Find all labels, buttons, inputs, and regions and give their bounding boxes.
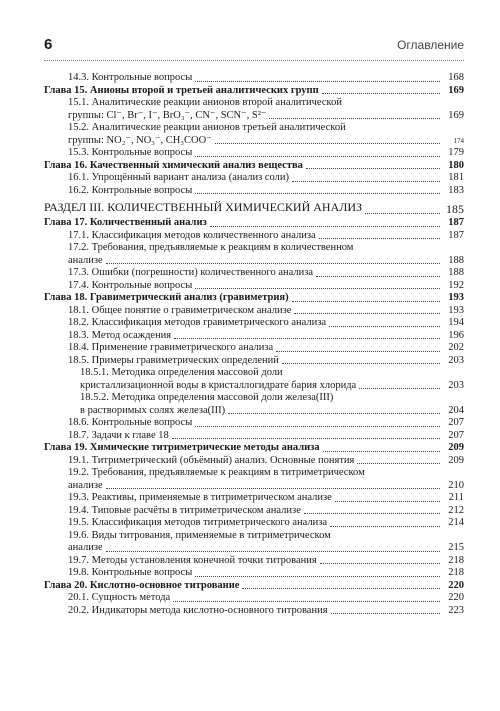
toc-entry-title: [68, 330, 430, 343]
toc-entry: [44, 230, 464, 243]
toc-page-number: 192: [448, 279, 464, 291]
toc-entry-title: [44, 160, 430, 173]
toc-page-number: 183: [448, 184, 464, 196]
toc-entry-line: 18.5.1. Методика определения массовой доли: [80, 367, 283, 378]
toc-page-number: 220: [448, 592, 464, 603]
toc-entry-title: [68, 567, 430, 580]
dot-leader: [210, 226, 440, 227]
dot-leader: [282, 363, 440, 364]
dot-leader: [322, 93, 440, 94]
dot-leader: [172, 438, 440, 439]
dot-leader: [106, 551, 440, 552]
toc-entry: [44, 430, 464, 443]
toc-entry-title: [68, 555, 430, 568]
toc-chapter-entry: [44, 217, 464, 230]
dot-leader: [195, 576, 440, 577]
toc-entry: [44, 97, 464, 122]
toc-entry-title: [68, 592, 430, 605]
toc-entry-line: 17.2. Требования, предъявляемые к реакциям в количественном: [68, 242, 354, 253]
toc-entry: [44, 330, 464, 343]
toc-entry-line: 15.3. Контрольные вопросы: [68, 147, 193, 158]
toc-entry-line: Глава 18. Гравиметрический анализ (гравиметрия): [44, 292, 289, 303]
dot-leader: [329, 326, 440, 327]
toc-page-number: 179: [448, 147, 464, 158]
toc-entry-title: [44, 85, 430, 98]
dot-leader: [195, 193, 440, 194]
toc-entry-line: анализе: [68, 479, 103, 491]
page-header: [44, 36, 464, 56]
dot-leader: [365, 213, 440, 214]
toc-entry: [44, 492, 464, 505]
dot-leader: [195, 156, 440, 157]
dot-leader: [330, 526, 440, 527]
dot-leader: [292, 301, 440, 302]
toc-entry-line: 18.1. Общее понятие о гравиметрическом анализе: [68, 304, 292, 316]
toc-page-number: 188: [448, 254, 464, 266]
dot-leader: [359, 388, 440, 389]
toc-entry: [44, 417, 464, 430]
toc-entry-line: Глава 20. Кислотно-основное титрование: [44, 579, 240, 591]
dot-leader: [106, 488, 440, 489]
dot-leader: [195, 288, 440, 289]
toc-entry-title: [68, 172, 430, 185]
toc-entry-title: [68, 492, 430, 505]
toc-entry-title: [68, 147, 430, 160]
dot-leader: [292, 181, 440, 182]
toc-entry-line: 20.2. Индикаторы метода кислотно-основного титрования: [68, 604, 328, 616]
dot-leader: [174, 338, 440, 339]
toc-page-number: 215: [448, 542, 464, 553]
toc-entry-line: кристаллизационной воды в кристаллогидрате бария хлорида: [80, 379, 357, 391]
toc-entry-title: [44, 217, 430, 230]
toc-entry-line: 15.2. Аналитические реакции анионов третьей аналитической: [68, 122, 346, 133]
toc-entry: [44, 467, 464, 492]
dot-leader: [173, 601, 440, 602]
toc-entry-line: Глава 16. Качественный химический анализ вещества: [44, 159, 303, 171]
toc-page-number: 203: [448, 354, 464, 366]
toc-entry-line: 18.7. Задачи к главе 18: [68, 429, 169, 441]
header-rule: [44, 60, 464, 61]
page-number: 6: [44, 36, 53, 53]
toc-page-number: 168: [448, 72, 464, 83]
toc-entry: [44, 592, 464, 605]
toc-entry-line: 18.5.2. Методика определения массовой доли железа(III): [80, 392, 334, 403]
toc-page-number: 218: [448, 554, 464, 566]
toc-page-number: 218: [448, 567, 464, 578]
toc-entry: [44, 455, 464, 468]
toc-entry-line: в растворимых солях железа(III): [80, 404, 226, 416]
dot-leader: [319, 238, 440, 239]
dot-leader: [331, 613, 440, 614]
table-of-contents: [44, 72, 464, 617]
toc-entry-title: [44, 292, 430, 305]
toc-entry-line: 17.4. Контрольные вопросы: [68, 279, 193, 291]
toc-entry-title: [68, 342, 430, 355]
toc-page-number: 193: [448, 304, 464, 316]
toc-page-number: 181: [448, 172, 464, 183]
dot-leader: [215, 143, 440, 144]
toc-chapter-entry: [44, 292, 464, 305]
toc-entry-line: анализе: [68, 542, 103, 553]
toc-entry-title: [68, 185, 430, 198]
toc-section-entry: [44, 201, 464, 217]
toc-entry-title: [68, 505, 430, 518]
toc-entry-line: 19.1. Титриметрический (объёмный) анализ. Основные понятия: [68, 454, 355, 466]
dot-leader: [304, 513, 440, 514]
toc-chapter-entry: [44, 442, 464, 455]
dot-leader: [276, 351, 440, 352]
toc-entry-title: [68, 317, 430, 330]
toc-entry: [44, 122, 464, 147]
toc-entry: [44, 505, 464, 518]
toc-page-number: 204: [448, 404, 464, 416]
toc-entry: [44, 185, 464, 198]
toc-entry: [44, 517, 464, 530]
dot-leader: [316, 276, 440, 277]
toc-entry-title: [68, 417, 430, 430]
dot-leader: [106, 263, 440, 264]
toc-entry-line: РАЗДЕЛ III. КОЛИЧЕСТВЕННЫЙ ХИМИЧЕСКИЙ АНАЛИЗ: [44, 200, 363, 214]
toc-entry: [44, 317, 464, 330]
toc-entry: [44, 605, 464, 618]
toc-entry-title: [68, 72, 430, 85]
toc-entry-title: [68, 355, 430, 368]
toc-entry-title: [68, 280, 430, 293]
toc-entry: [44, 242, 464, 267]
toc-entry-title: [68, 305, 430, 318]
toc-entry-line: 19.4. Типовые расчёты в титриметрическом анализе: [68, 504, 301, 516]
toc-entry-title: [44, 580, 430, 593]
dot-leader: [195, 81, 440, 82]
dot-leader: [269, 118, 440, 119]
toc-entry-title: [68, 455, 430, 468]
toc-page-number: 187: [448, 217, 464, 228]
dot-leader: [323, 451, 440, 452]
dot-leader: [357, 463, 440, 464]
toc-entry-title: [68, 517, 430, 530]
toc-entry: [44, 280, 464, 293]
dot-leader: [228, 413, 440, 414]
toc-entry: [44, 267, 464, 280]
toc-entry-line: 18.3. Метод осаждения: [68, 329, 172, 341]
toc-entry: [44, 355, 464, 368]
toc-entry: [44, 530, 464, 555]
toc-page-number: 211: [448, 492, 464, 503]
toc-entry: [44, 367, 464, 392]
toc-entry-line: 20.1. Сущность метода: [68, 592, 171, 603]
toc-entry-line: 18.2. Классификация методов гравиметрического анализа: [68, 317, 327, 328]
toc-entry-line: 18.5. Примеры гравиметрических определений: [68, 354, 279, 366]
dot-leader: [195, 426, 440, 427]
toc-entry: [44, 342, 464, 355]
toc-entry-line: Глава 17. Количественный анализ: [44, 217, 207, 228]
toc-page-number: 174: [452, 135, 465, 148]
toc-entry: [44, 392, 464, 417]
toc-chapter-entry: [44, 580, 464, 593]
toc-entry-line: 16.2. Контрольные вопросы: [68, 184, 193, 196]
dot-leader: [242, 588, 440, 589]
toc-entry-line: 19.2. Требования, предъявляемые к реакциям в титриметрическом: [68, 467, 365, 478]
toc-entry-title: [44, 201, 430, 214]
toc-page-number: 207: [448, 417, 464, 428]
toc-page-number: 169: [448, 109, 464, 121]
toc-page-number: 214: [448, 517, 464, 528]
toc-page-number: 223: [448, 604, 464, 616]
toc-entry: [44, 567, 464, 580]
toc-entry-line: 19.8. Контрольные вопросы: [68, 567, 193, 578]
toc-entry-line: 19.7. Методы установления конечной точки титрования: [68, 554, 317, 566]
toc-entry-title: [68, 230, 430, 243]
toc-entry-line: 14.3. Контрольные вопросы: [68, 72, 193, 83]
dot-leader: [320, 563, 440, 564]
toc-entry-line: 17.1. Классификация методов количественного анализа: [68, 229, 316, 241]
toc-entry: [44, 172, 464, 185]
toc-page-number: 185: [446, 202, 464, 216]
toc-entry-line: группы: Cl⁻, Br⁻, I⁻, BrO₃⁻, CN⁻, SCN⁻, S²⁻: [68, 109, 267, 121]
toc-entry: [44, 555, 464, 568]
toc-entry-line: 15.1. Аналитические реакции анионов второй аналитической: [68, 97, 342, 108]
toc-chapter-entry: [44, 160, 464, 173]
toc-page-number: 212: [448, 504, 464, 516]
toc-entry-line: группы: NO₂⁻, NO₃⁻, CH₃COO⁻: [68, 134, 212, 146]
toc-entry-line: 19.5. Классификация методов титриметрического анализа: [68, 517, 328, 528]
toc-entry-line: Глава 15. Анионы второй и третьей аналитических групп: [44, 84, 319, 96]
toc-entry: [44, 147, 464, 160]
toc-entry-title: [68, 430, 430, 443]
toc-entry-title: [68, 267, 430, 280]
toc-entry-line: 19.3. Реактивы, применяемые в титриметрическом анализе: [68, 492, 332, 503]
toc-page-number: 169: [448, 84, 464, 96]
toc-page-number: 202: [448, 342, 464, 353]
running-title: Оглавление: [397, 38, 464, 52]
toc-entry-line: 18.6. Контрольные вопросы: [68, 417, 193, 428]
dot-leader: [335, 501, 440, 502]
toc-entry-line: анализе: [68, 254, 103, 266]
toc-entry-line: 17.3. Ошибки (погрешности) количественного анализа: [68, 267, 314, 278]
toc-entry-line: 19.6. Виды титрования, применяемые в титриметрическом: [68, 529, 331, 541]
toc-entry-line: 16.1. Упрощённый вариант анализа (анализ соли): [68, 172, 289, 183]
toc-page-number: 193: [448, 292, 464, 303]
toc-entry-line: Глава 19. Химические титриметрические методы анализа: [44, 442, 320, 453]
toc-entry-title: [68, 605, 430, 618]
toc-page-number: 188: [448, 267, 464, 278]
toc-page-number: 210: [448, 479, 464, 491]
toc-page-number: 209: [448, 442, 464, 453]
toc-entry-line: 18.4. Применение гравиметрического анализа: [68, 342, 274, 353]
toc-page-number: 187: [448, 229, 464, 241]
toc-chapter-entry: [44, 85, 464, 98]
dot-leader: [306, 168, 440, 169]
toc-entry: [44, 72, 464, 85]
toc-page-number: 203: [448, 379, 464, 391]
toc-page-number: 196: [448, 329, 464, 341]
toc-page-number: 194: [448, 317, 464, 328]
dot-leader: [294, 313, 440, 314]
toc-page-number: 209: [448, 454, 464, 466]
toc-entry-title: [44, 442, 430, 455]
toc-entry: [44, 305, 464, 318]
toc-page-number: 207: [448, 429, 464, 441]
toc-page-number: 180: [448, 159, 464, 171]
toc-page-number: 220: [448, 579, 464, 591]
